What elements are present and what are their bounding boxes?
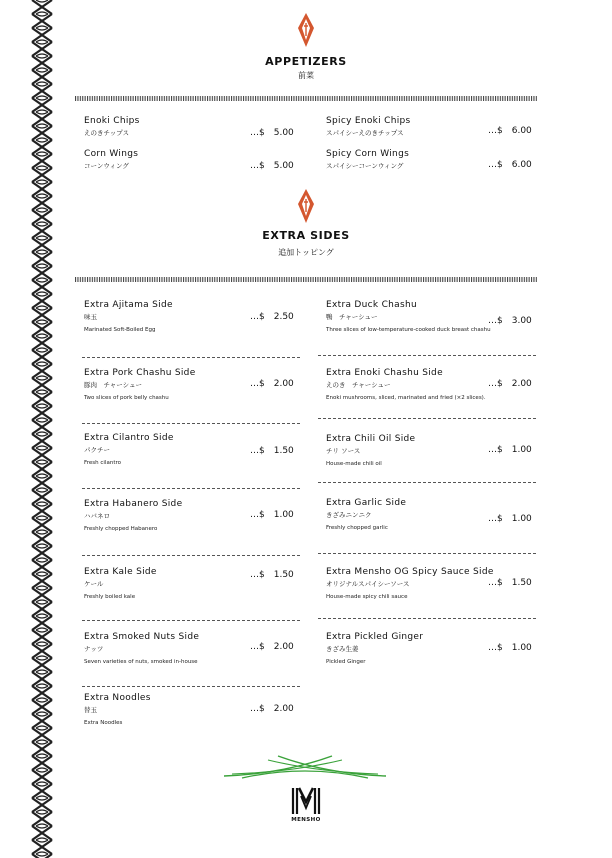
- item-description: House-made spicy chili sauce: [326, 594, 408, 600]
- item-separator: [318, 618, 536, 619]
- item-price: …$ 1.00: [488, 445, 532, 455]
- item-price: …$ 1.00: [488, 514, 532, 524]
- item-price: …$ 2.00: [250, 704, 294, 714]
- item-price: …$ 2.00: [488, 379, 532, 389]
- item-price: …$ 2.00: [250, 379, 294, 389]
- item-separator: [82, 686, 300, 687]
- item-price: …$ 1.50: [250, 446, 294, 456]
- item-description: Seven varieties of nuts, smoked in-house: [84, 659, 198, 665]
- item-price: …$ 6.00: [488, 126, 532, 136]
- item-name-jp: 味玉: [84, 313, 97, 321]
- item-name-jp: 替玉: [84, 706, 97, 714]
- item-name-jp: チリ ソース: [326, 447, 361, 455]
- brand-name: MENSHO: [291, 817, 321, 823]
- item-name-jp: スパイシーコーンウィング: [326, 162, 404, 170]
- dotted-divider: [75, 277, 537, 282]
- item-name: Extra Kale Side: [84, 567, 157, 577]
- item-price: …$ 3.00: [488, 316, 532, 326]
- item-name: Extra Enoki Chashu Side: [326, 368, 443, 378]
- section-subtitle-appetizers: 前菜: [298, 71, 314, 80]
- wheat-leaves-icon: [222, 752, 388, 782]
- section-title-appetizers: APPETIZERS: [265, 55, 347, 68]
- item-separator: [318, 482, 536, 483]
- item-name: Extra Garlic Side: [326, 498, 407, 508]
- item-name-jp: コーンウィング: [84, 162, 129, 170]
- item-separator: [82, 620, 300, 621]
- item-name-jp: 鴨 チャーシュー: [326, 313, 378, 321]
- item-separator: [82, 555, 300, 556]
- item-name-jp: えのきチップス: [84, 129, 130, 137]
- item-description: Fresh cilantro: [84, 460, 121, 466]
- item-description: Three slices of low-temperature-cooked duck breast chashu: [326, 327, 491, 333]
- item-name: Spicy Corn Wings: [326, 149, 410, 159]
- item-price: …$ 1.00: [250, 510, 294, 520]
- item-name-jp: パクチー: [84, 446, 110, 454]
- item-separator: [82, 357, 300, 358]
- item-name-jp: オリジナルスパイシーソース: [326, 580, 410, 588]
- item-description: Pickled Ginger: [326, 659, 366, 665]
- section-subtitle-extra-sides: 追加トッピング: [278, 248, 334, 257]
- item-name: Corn Wings: [84, 149, 139, 159]
- item-description: Freshly chopped garlic: [326, 525, 388, 531]
- item-name: Enoki Chips: [84, 116, 140, 126]
- item-separator: [318, 418, 536, 419]
- item-description: House-made chili oil: [326, 461, 382, 467]
- item-name: Extra Mensho OG Spicy Sauce Side: [326, 567, 494, 577]
- item-price: …$ 6.00: [488, 160, 532, 170]
- item-name: Extra Chili Oil Side: [326, 434, 416, 444]
- item-price: …$ 5.00: [250, 161, 294, 171]
- item-name-jp: きざみニンニク: [326, 511, 372, 519]
- item-separator: [82, 423, 300, 424]
- item-separator: [318, 553, 536, 554]
- item-separator: [318, 355, 536, 356]
- decorative-chain-border: [30, 0, 54, 858]
- item-description: Freshly boiled kale: [84, 594, 136, 600]
- item-description: Extra Noodles: [84, 720, 123, 726]
- item-price: …$ 5.00: [250, 128, 294, 138]
- item-price: …$ 2.50: [250, 312, 294, 322]
- flame-emblem-icon: [296, 12, 316, 48]
- item-price: …$ 1.00: [488, 643, 532, 653]
- item-name-jp: ケール: [84, 580, 104, 588]
- item-name: Spicy Enoki Chips: [326, 116, 411, 126]
- item-name: Extra Ajitama Side: [84, 300, 173, 310]
- item-name-jp: ハバネロ: [84, 512, 110, 520]
- item-description: Two slices of pork belly chashu: [84, 395, 169, 401]
- item-name: Extra Noodles: [84, 693, 151, 703]
- item-name-jp: えのき チャーシュー: [326, 381, 391, 389]
- item-name: Extra Pickled Ginger: [326, 632, 424, 642]
- item-name: Extra Habanero Side: [84, 499, 183, 509]
- section-title-extra-sides: EXTRA SIDES: [262, 229, 350, 242]
- item-description: Marinated Soft-Boiled Egg: [84, 327, 156, 333]
- item-name-jp: 豚肉 チャーシュー: [84, 381, 143, 389]
- item-name-jp: スパイシーえのきチップス: [326, 129, 404, 137]
- item-description: Enoki mushrooms, sliced, marinated and fried (×2 slices).: [326, 395, 486, 401]
- item-description: Freshly chopped Habanero: [84, 526, 158, 532]
- item-price: …$ 1.50: [488, 578, 532, 588]
- item-price: …$ 2.00: [250, 642, 294, 652]
- mensho-logo-icon: [291, 786, 321, 816]
- item-name: Extra Cilantro Side: [84, 433, 174, 443]
- item-separator: [82, 488, 300, 489]
- item-name-jp: きざみ生姜: [326, 645, 359, 653]
- item-price: …$ 1.50: [250, 570, 294, 580]
- item-name: Extra Pork Chashu Side: [84, 368, 196, 378]
- item-name: Extra Smoked Nuts Side: [84, 632, 200, 642]
- flame-emblem-icon: [296, 188, 316, 224]
- item-name-jp: ナッツ: [84, 645, 104, 653]
- dotted-divider: [75, 96, 537, 101]
- item-name: Extra Duck Chashu: [326, 300, 417, 310]
